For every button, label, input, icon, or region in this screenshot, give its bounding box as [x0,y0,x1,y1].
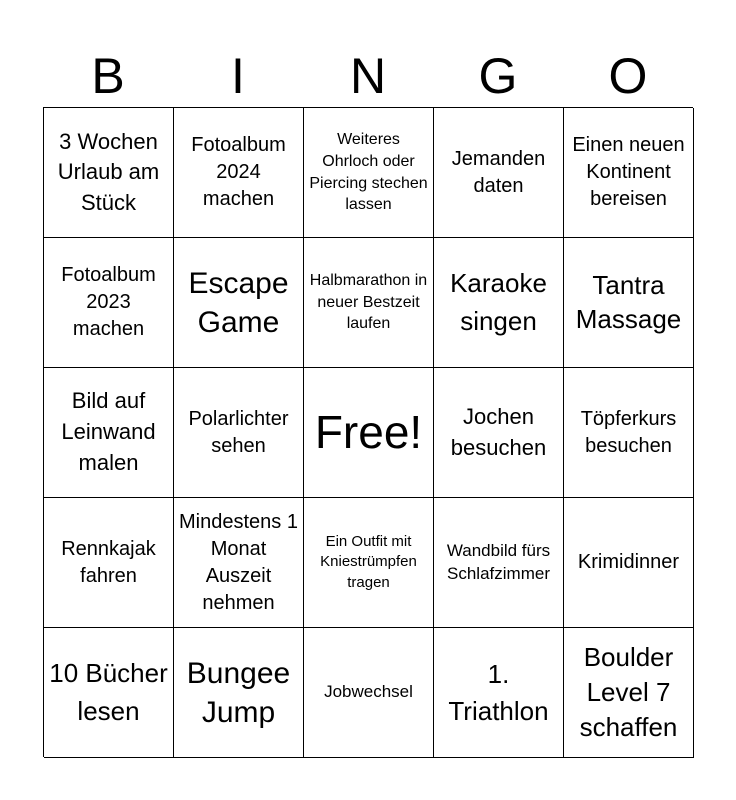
bingo-cell[interactable] [174,498,304,628]
cell-text: Jochen besuchen [450,404,547,460]
bingo-cell[interactable] [44,238,174,368]
bingo-cell[interactable] [434,498,564,628]
bingo-cell[interactable] [44,368,174,498]
bingo-cell[interactable] [174,108,304,238]
cell-text: Bungee Jump [186,656,291,729]
cell-text: Karaoke singen [450,267,547,336]
bingo-cell[interactable] [304,238,434,368]
cell-text: 10 Bücher lesen [49,657,168,726]
cell-text: Jobwechsel [324,682,413,702]
cell-text: Fotoalbum 2024 machen [191,134,286,210]
bingo-cell[interactable] [304,628,434,758]
bingo-cell[interactable] [434,108,564,238]
bingo-cell[interactable] [174,628,304,758]
bingo-header [43,44,693,108]
cell-text: Halbmarathon in neuer Bestzeit laufen [309,272,428,333]
cell-text: Boulder Level 7 schaffen [579,641,678,743]
cell-text: Polarlichter sehen [188,407,289,457]
cell-text: Jemanden daten [451,147,546,197]
cell-text: Weiteres Ohrloch oder Piercing stechen lassen [309,131,428,214]
bingo-cell[interactable] [304,498,434,628]
bingo-cell[interactable] [44,498,174,628]
cell-text: Rennkajak fahren [61,537,156,587]
bingo-cell[interactable] [434,238,564,368]
cell-text: Fotoalbum 2023 machen [61,264,156,340]
bingo-cell[interactable] [564,238,694,368]
bingo-cell-free[interactable] [304,368,434,498]
header-letter-n: N [349,48,387,104]
bingo-cell[interactable] [44,108,174,238]
cell-text: Einen neuen Kontinent bereisen [572,134,685,210]
cell-text: Wandbild fürs Schlafzimmer [446,540,551,583]
bingo-cell[interactable] [174,238,304,368]
cell-text: Tantra Massage [575,269,682,334]
bingo-cell[interactable] [564,498,694,628]
bingo-cell[interactable] [564,108,694,238]
cell-text: Mindestens 1 Monat Auszeit nehmen [179,510,298,614]
cell-text: 1. Triathlon [448,659,549,726]
bingo-cell[interactable] [564,368,694,498]
header-letter-g: G [478,48,518,104]
cell-text: Ein Outfit mit Kniestrümpfen tragen [320,533,417,591]
cell-text: 3 Wochen Urlaub am Stück [57,128,160,215]
bingo-cell[interactable] [434,628,564,758]
header-letter-i: I [231,48,245,104]
header-letter-o: O [608,48,648,104]
cell-text: Bild auf Leinwand malen [61,388,156,475]
free-space-text: Free! [314,406,423,459]
cell-text: Escape Game [188,266,289,339]
bingo-cell[interactable] [44,628,174,758]
cell-text: Töpferkurs besuchen [580,407,677,457]
cell-text: Krimidinner [577,551,680,573]
bingo-grid [43,107,693,757]
header-letter-b: B [91,48,125,104]
bingo-cell[interactable] [304,108,434,238]
bingo-cell[interactable] [564,628,694,758]
bingo-cell[interactable] [434,368,564,498]
bingo-cell[interactable] [174,368,304,498]
